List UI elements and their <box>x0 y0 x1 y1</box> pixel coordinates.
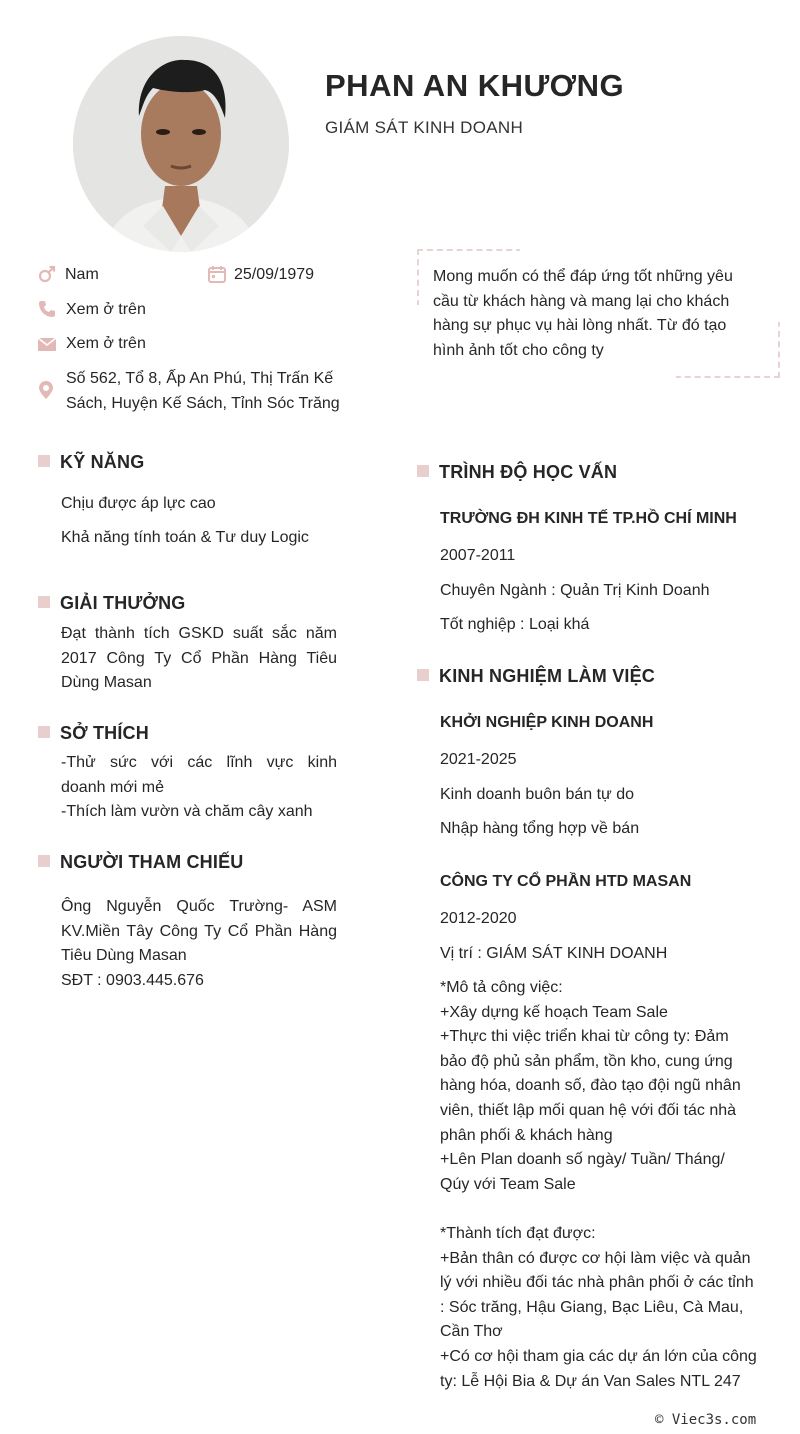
reference-line: Ông Nguyễn Quốc Trường- ASM <box>61 898 337 915</box>
objective-border-gap <box>414 305 422 381</box>
skill-item: Chịu được áp lực cao <box>61 495 216 512</box>
email-value: Xem ở trên <box>66 335 146 352</box>
job-detail-line: viên, thiết lập mối quan hệ với đối tác nhà <box>440 1101 737 1119</box>
education-years: 2007-2011 <box>440 547 516 564</box>
objective-line: hàng sự phục vụ hài lòng nhất. Từ đó tạo <box>433 317 727 334</box>
birthdate-value: 25/09/1979 <box>234 266 315 283</box>
job-company: KHỞI NGHIỆP KINH DOANH <box>440 714 654 731</box>
profile-photo <box>73 36 289 252</box>
footer-credit: © Viec3s.com <box>655 1412 757 1428</box>
objective-line: hình ảnh tốt cho công ty <box>433 341 604 359</box>
job-detail-line: Qúy với Team Sale <box>440 1175 576 1193</box>
award-line: 2017 Công Ty Cổ Phần Hàng Tiêu <box>61 649 337 667</box>
candidate-name: PHAN AN KHƯƠNG <box>325 68 625 103</box>
education-school: TRƯỜNG ĐH KINH TẾ TP.HỒ CHÍ MINH <box>440 510 737 527</box>
job-detail-line: +Thực thi việc triển khai từ công ty: Đảm <box>440 1028 729 1046</box>
hobby-line: -Thử sức với các lĩnh vực kinh <box>61 754 337 771</box>
job-detail-line: *Mô tả công việc: <box>440 979 563 996</box>
address-line-1: Số 562, Tổ 8, Ấp An Phú, Thị Trấn Kế <box>66 370 334 387</box>
awards-heading: GIẢI THƯỞNG <box>60 593 186 613</box>
job-detail-line: +Lên Plan doanh số ngày/ Tuần/ Tháng/ <box>440 1151 725 1169</box>
gender-icon <box>37 264 57 284</box>
education-heading: TRÌNH ĐỘ HỌC VẤN <box>439 462 618 482</box>
job-detail-line: +Có cơ hội tham gia các dự án lớn của công <box>440 1347 757 1365</box>
job-years: 2021-2025 <box>440 751 517 768</box>
job-company: CÔNG TY CỔ PHẦN HTD MASAN <box>440 873 692 890</box>
hobbies-content <box>61 751 337 825</box>
location-icon <box>36 380 56 400</box>
job-detail-blank <box>440 1197 780 1222</box>
career-objective <box>417 249 780 378</box>
job-description <box>440 976 780 1394</box>
section-marker <box>38 855 50 867</box>
objective-line: cầu từ khách hàng và mang lại cho khách <box>433 292 730 310</box>
section-marker <box>38 596 50 608</box>
person-portrait-icon <box>73 36 289 252</box>
reference-line: Tiêu Dùng Masan <box>61 947 187 964</box>
calendar-icon <box>207 264 227 284</box>
job-detail-line: *Thành tích đạt được: <box>440 1224 596 1242</box>
hobby-line: -Thích làm vườn và chăm cây xanh <box>61 803 313 820</box>
job-position: Vị trí : GIÁM SÁT KINH DOANH <box>440 945 668 962</box>
hobbies-heading: SỞ THÍCH <box>60 723 149 743</box>
experience-heading: KINH NGHIỆM LÀM VIỆC <box>439 666 656 686</box>
references-content <box>61 895 337 993</box>
reference-line: KV.Miền Tây Công Ty Cổ Phần Hàng <box>61 922 337 940</box>
job-detail-line: Nhập hàng tổng hợp về bán <box>440 820 640 837</box>
skills-heading: KỸ NĂNG <box>60 452 145 472</box>
references-heading: NGƯỜI THAM CHIẾU <box>60 852 244 872</box>
candidate-job-title: GIÁM SÁT KINH DOANH <box>325 118 524 137</box>
objective-border-gap <box>414 374 676 382</box>
address-line-2: Sách, Huyện Kế Sách, Tỉnh Sóc Trăng <box>66 395 340 412</box>
job-years: 2012-2020 <box>440 910 517 927</box>
objective-border-gap <box>520 246 782 254</box>
section-marker <box>38 455 50 467</box>
phone-value: Xem ở trên <box>66 301 146 318</box>
job-detail-line: lý với nhiều đối tác nhà phân phối ở các tỉnh <box>440 1274 754 1292</box>
reference-line: SĐT : 0903.445.676 <box>61 971 204 989</box>
section-marker <box>417 465 429 477</box>
section-marker <box>417 669 429 681</box>
objective-line: Mong muốn có thể đáp ứng tốt những yêu <box>433 268 733 285</box>
skill-item: Khả năng tính toán & Tư duy Logic <box>61 529 309 546</box>
job-detail-line: Kinh doanh buôn bán tự do <box>440 786 634 803</box>
education-grade: Tốt nghiệp : Loại khá <box>440 616 590 633</box>
hobby-line: doanh mới mẻ <box>61 778 164 796</box>
job-detail-line: +Xây dựng kế hoạch Team Sale <box>440 1003 668 1021</box>
job-detail-line: ty: Lễ Hội Bia & Dự án Van Sales NTL 247 <box>440 1372 741 1390</box>
objective-border-gap <box>776 246 784 322</box>
job-detail-line: hàng hóa, doanh số, đào tạo đội ngũ nhân <box>440 1077 741 1095</box>
award-line: Dùng Masan <box>61 674 152 691</box>
awards-content <box>61 622 337 696</box>
job-detail-line: Cần Thơ <box>440 1323 503 1341</box>
job-detail-line: phân phối & khách hàng <box>440 1126 613 1144</box>
award-line: Đạt thành tích GSKD suất sắc năm <box>61 625 337 642</box>
phone-icon <box>37 299 57 319</box>
job-detail-line: : Sóc trăng, Hậu Giang, Bạc Liêu, Cà Mau, <box>440 1298 744 1316</box>
job-detail-line: +Bản thân có được cơ hội làm việc và quản <box>440 1249 751 1267</box>
job-detail-line: bảo độ phủ sản phẩm, tồn kho, cung ứng <box>440 1052 733 1070</box>
section-marker <box>38 726 50 738</box>
education-major: Chuyên Ngành : Quản Trị Kinh Doanh <box>440 582 710 599</box>
gender-value: Nam <box>65 266 99 283</box>
email-icon <box>37 334 57 354</box>
